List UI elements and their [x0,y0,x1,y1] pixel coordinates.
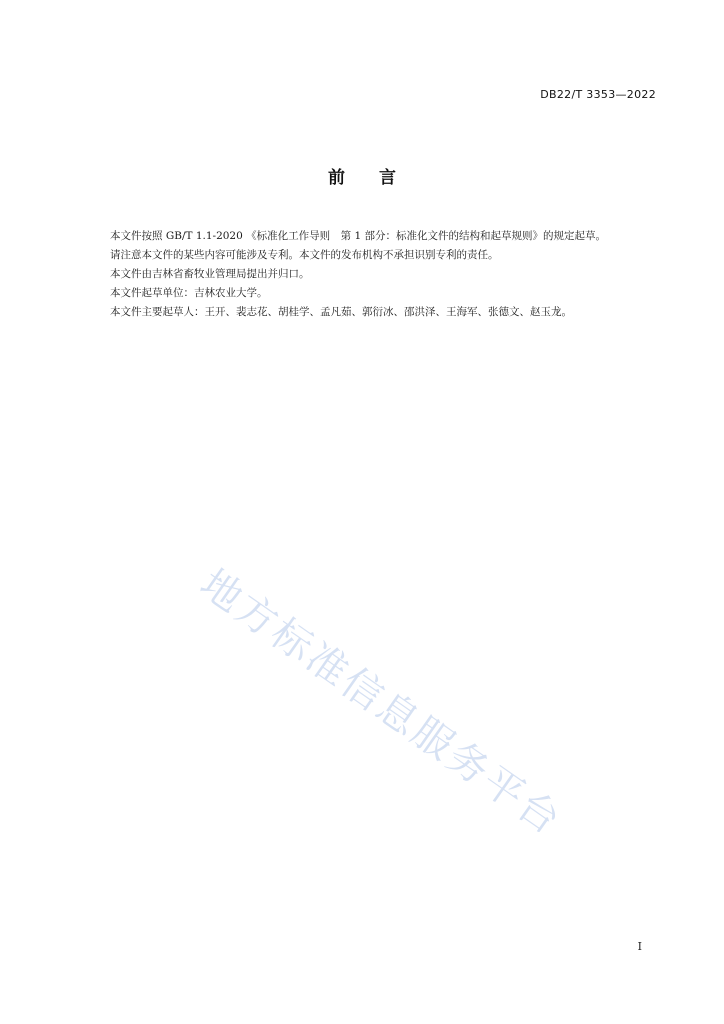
document-code: DB22/T 3353—2022 [540,88,656,101]
paragraph-patent-notice: 请注意本文件的某些内容可能涉及专利。本文件的发布机构不承担识别专利的责任。 [110,249,499,261]
paragraph-proposer: 本文件由吉林省畜牧业管理局提出并归口。 [110,268,310,280]
paragraph-drafting-unit: 本文件起草单位：吉林农业大学。 [110,287,268,299]
body-text [88,227,658,322]
paragraph-drafters: 本文件主要起草人：王开、裴志花、胡桂学、孟凡茹、郭衍冰、邵洪泽、王海军、张德文、赵玉龙。 [110,306,572,318]
watermark: 地方标准信息服务平台 [191,560,571,846]
page-number: I [637,940,642,953]
paragraph-drafting-rules: 本文件按照 GB/T 1.1-2020 《标准化工作导则 第 1 部分：标准化文件的结构和起草规则》的规定起草。 [110,230,606,242]
page-title: 前言 [328,168,430,188]
